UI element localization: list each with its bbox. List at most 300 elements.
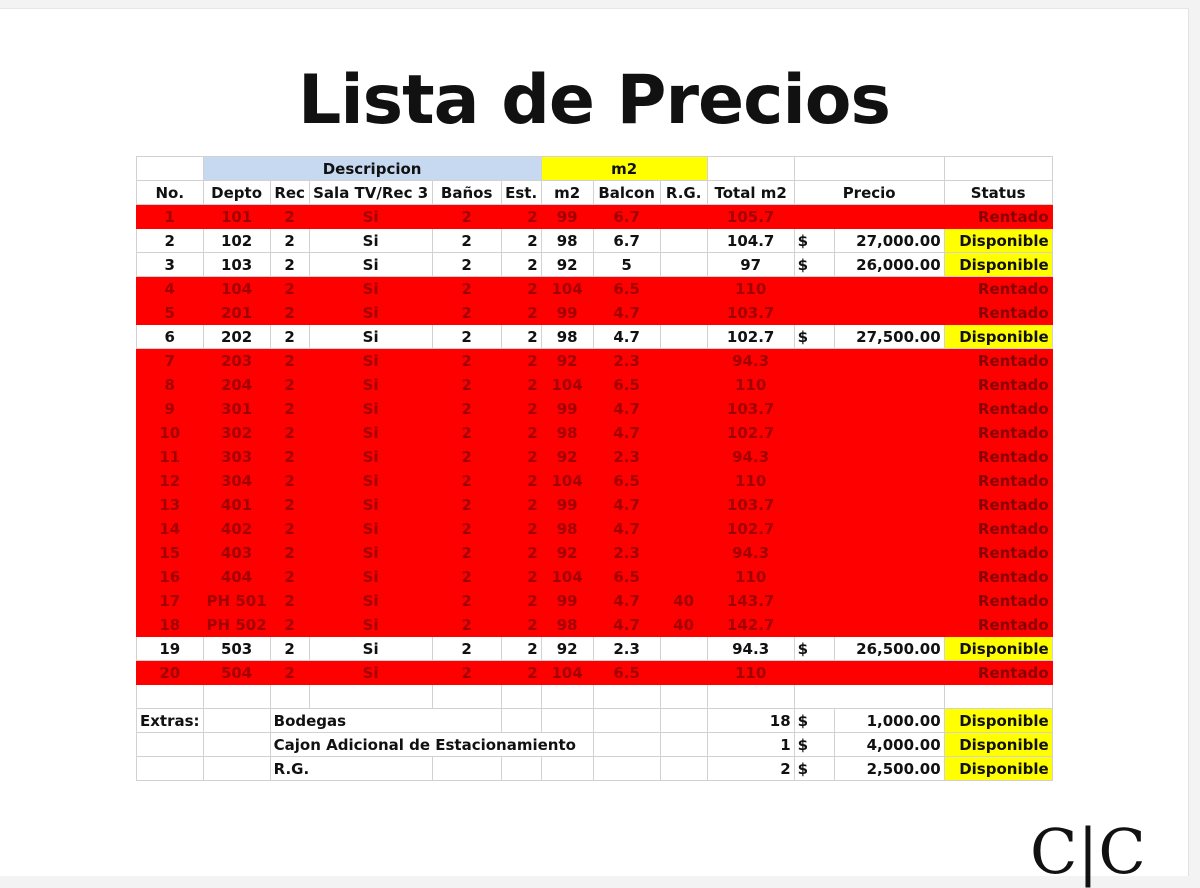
- unit-number: 10: [137, 421, 204, 445]
- currency-symbol: [794, 373, 834, 397]
- unit-depto: 303: [203, 445, 270, 469]
- unit-sala: Si: [309, 445, 432, 469]
- column-header-balcon: Balcon: [593, 181, 660, 205]
- table-row: [137, 277, 1053, 301]
- unit-number: 7: [137, 349, 204, 373]
- unit-total: 94.3: [707, 637, 794, 661]
- extras-row: [137, 709, 1053, 733]
- currency-symbol: $: [794, 253, 834, 277]
- unit-rec: 2: [270, 589, 309, 613]
- unit-rec: 2: [270, 349, 309, 373]
- unit-number: 13: [137, 493, 204, 517]
- column-header-total: Total m2: [707, 181, 794, 205]
- unit-number: 8: [137, 373, 204, 397]
- unit-banos: 2: [432, 445, 501, 469]
- unit-price: [834, 445, 944, 469]
- unit-balcon: 4.7: [593, 301, 660, 325]
- unit-price: [834, 661, 944, 685]
- unit-m2: 104: [541, 373, 593, 397]
- extras-row: [137, 733, 1053, 757]
- unit-depto: 102: [203, 229, 270, 253]
- company-logo: C|C: [1030, 815, 1146, 888]
- status-badge: Rentado: [944, 517, 1052, 541]
- unit-banos: 2: [432, 661, 501, 685]
- unit-sala: Si: [309, 541, 432, 565]
- unit-balcon: 6.5: [593, 565, 660, 589]
- column-header-no: No.: [137, 181, 204, 205]
- unit-total: 94.3: [707, 349, 794, 373]
- unit-rec: 2: [270, 253, 309, 277]
- unit-m2: 99: [541, 589, 593, 613]
- unit-rg: [660, 445, 707, 469]
- unit-sala: Si: [309, 349, 432, 373]
- currency-symbol: [794, 421, 834, 445]
- unit-m2: 99: [541, 397, 593, 421]
- unit-rg: [660, 253, 707, 277]
- unit-rg: [660, 349, 707, 373]
- table-row: [137, 589, 1053, 613]
- unit-sala: Si: [309, 397, 432, 421]
- unit-m2: 92: [541, 349, 593, 373]
- table-row: [137, 517, 1053, 541]
- unit-m2: 99: [541, 301, 593, 325]
- status-badge: Rentado: [944, 205, 1052, 229]
- unit-price: [834, 205, 944, 229]
- unit-sala: Si: [309, 301, 432, 325]
- column-header-banos: Baños: [432, 181, 501, 205]
- unit-m2: 104: [541, 277, 593, 301]
- unit-rg: [660, 637, 707, 661]
- currency-symbol: [794, 349, 834, 373]
- currency-symbol: [794, 517, 834, 541]
- status-badge: Rentado: [944, 613, 1052, 637]
- unit-total: 142.7: [707, 613, 794, 637]
- unit-est: 2: [501, 613, 541, 637]
- unit-number: 3: [137, 253, 204, 277]
- unit-sala: Si: [309, 637, 432, 661]
- unit-balcon: 2.3: [593, 349, 660, 373]
- currency-symbol: [794, 445, 834, 469]
- table-row: [137, 565, 1053, 589]
- extras-rows: [137, 685, 1053, 781]
- unit-sala: Si: [309, 373, 432, 397]
- currency-symbol: [794, 205, 834, 229]
- m2-group-header: m2: [541, 157, 707, 181]
- currency-symbol: $: [794, 637, 834, 661]
- table-row: [137, 253, 1053, 277]
- unit-depto: 304: [203, 469, 270, 493]
- unit-sala: Si: [309, 517, 432, 541]
- unit-sala: Si: [309, 421, 432, 445]
- unit-est: 2: [501, 397, 541, 421]
- unit-total: 104.7: [707, 229, 794, 253]
- unit-depto: 204: [203, 373, 270, 397]
- unit-rg: 40: [660, 613, 707, 637]
- extra-item-price: 1,000.00: [834, 709, 944, 733]
- unit-price: [834, 277, 944, 301]
- unit-balcon: 6.7: [593, 229, 660, 253]
- unit-est: 2: [501, 253, 541, 277]
- unit-est: 2: [501, 373, 541, 397]
- unit-est: 2: [501, 565, 541, 589]
- unit-rec: 2: [270, 229, 309, 253]
- apartment-rows: [137, 205, 1053, 685]
- unit-banos: 2: [432, 349, 501, 373]
- status-badge: Rentado: [944, 277, 1052, 301]
- unit-rec: 2: [270, 205, 309, 229]
- unit-m2: 104: [541, 661, 593, 685]
- column-header-est: Est.: [501, 181, 541, 205]
- status-badge: Rentado: [944, 541, 1052, 565]
- unit-number: 1: [137, 205, 204, 229]
- unit-depto: 201: [203, 301, 270, 325]
- unit-number: 4: [137, 277, 204, 301]
- unit-price: [834, 421, 944, 445]
- price-list-table: [136, 156, 1053, 781]
- document-page: [0, 8, 1189, 888]
- extra-item-price: 4,000.00: [834, 733, 944, 757]
- table-row: [137, 349, 1053, 373]
- unit-sala: Si: [309, 589, 432, 613]
- unit-balcon: 4.7: [593, 397, 660, 421]
- status-badge: Rentado: [944, 349, 1052, 373]
- unit-total: 103.7: [707, 397, 794, 421]
- group-header-row: [137, 157, 1053, 181]
- unit-rg: [660, 565, 707, 589]
- unit-m2: 99: [541, 493, 593, 517]
- status-badge: Rentado: [944, 661, 1052, 685]
- column-header-rec: Rec: [270, 181, 309, 205]
- currency-symbol: [794, 469, 834, 493]
- header-blank: [794, 157, 944, 181]
- header-blank: [137, 157, 204, 181]
- unit-number: 17: [137, 589, 204, 613]
- header-blank: [944, 157, 1052, 181]
- unit-total: 110: [707, 661, 794, 685]
- table-row: [137, 373, 1053, 397]
- unit-depto: 103: [203, 253, 270, 277]
- unit-rec: 2: [270, 637, 309, 661]
- unit-balcon: 4.7: [593, 517, 660, 541]
- unit-banos: 2: [432, 541, 501, 565]
- table-row: [137, 301, 1053, 325]
- unit-sala: Si: [309, 253, 432, 277]
- unit-price: [834, 613, 944, 637]
- unit-sala: Si: [309, 229, 432, 253]
- unit-balcon: 5: [593, 253, 660, 277]
- extra-item-name: R.G.: [270, 757, 432, 781]
- extra-item-price: 2,500.00: [834, 757, 944, 781]
- currency-symbol: [794, 277, 834, 301]
- status-badge: Rentado: [944, 397, 1052, 421]
- unit-depto: 401: [203, 493, 270, 517]
- unit-depto: PH 502: [203, 613, 270, 637]
- unit-sala: Si: [309, 613, 432, 637]
- unit-sala: Si: [309, 205, 432, 229]
- unit-depto: 503: [203, 637, 270, 661]
- unit-total: 102.7: [707, 325, 794, 349]
- unit-est: 2: [501, 637, 541, 661]
- unit-price: [834, 541, 944, 565]
- unit-rg: [660, 373, 707, 397]
- unit-rec: 2: [270, 277, 309, 301]
- unit-banos: 2: [432, 421, 501, 445]
- status-badge: Rentado: [944, 589, 1052, 613]
- unit-banos: 2: [432, 565, 501, 589]
- unit-banos: 2: [432, 493, 501, 517]
- unit-banos: 2: [432, 589, 501, 613]
- unit-balcon: 6.5: [593, 661, 660, 685]
- unit-price: [834, 469, 944, 493]
- table-row: [137, 397, 1053, 421]
- unit-number: 14: [137, 517, 204, 541]
- extra-item-status: Disponible: [944, 709, 1052, 733]
- unit-total: 94.3: [707, 541, 794, 565]
- unit-est: 2: [501, 421, 541, 445]
- table-row: [137, 469, 1053, 493]
- unit-rec: 2: [270, 421, 309, 445]
- unit-balcon: 2.3: [593, 637, 660, 661]
- unit-number: 16: [137, 565, 204, 589]
- unit-rec: 2: [270, 541, 309, 565]
- unit-number: 5: [137, 301, 204, 325]
- unit-total: 102.7: [707, 421, 794, 445]
- currency-symbol: $: [794, 757, 834, 781]
- extra-item-qty: 1: [707, 733, 794, 757]
- unit-m2: 92: [541, 253, 593, 277]
- header-blank: [707, 157, 794, 181]
- unit-sala: Si: [309, 661, 432, 685]
- unit-rec: 2: [270, 493, 309, 517]
- unit-price: 27,500.00: [834, 325, 944, 349]
- unit-price: [834, 349, 944, 373]
- unit-price: [834, 493, 944, 517]
- unit-est: 2: [501, 469, 541, 493]
- unit-price: [834, 301, 944, 325]
- extra-item-qty: 2: [707, 757, 794, 781]
- unit-est: 2: [501, 325, 541, 349]
- status-badge: Rentado: [944, 469, 1052, 493]
- unit-m2: 92: [541, 541, 593, 565]
- unit-est: 2: [501, 661, 541, 685]
- unit-banos: 2: [432, 613, 501, 637]
- table-row: [137, 421, 1053, 445]
- unit-depto: 302: [203, 421, 270, 445]
- unit-banos: 2: [432, 373, 501, 397]
- unit-est: 2: [501, 541, 541, 565]
- unit-m2: 98: [541, 613, 593, 637]
- unit-sala: Si: [309, 325, 432, 349]
- unit-rg: [660, 421, 707, 445]
- unit-number: 11: [137, 445, 204, 469]
- extra-item-status: Disponible: [944, 757, 1052, 781]
- unit-balcon: 2.3: [593, 541, 660, 565]
- unit-depto: PH 501: [203, 589, 270, 613]
- column-header-rg: R.G.: [660, 181, 707, 205]
- unit-banos: 2: [432, 205, 501, 229]
- unit-total: 97: [707, 253, 794, 277]
- unit-number: 18: [137, 613, 204, 637]
- unit-rec: 2: [270, 613, 309, 637]
- unit-m2: 98: [541, 421, 593, 445]
- unit-m2: 92: [541, 637, 593, 661]
- unit-est: 2: [501, 349, 541, 373]
- unit-rg: [660, 493, 707, 517]
- currency-symbol: [794, 589, 834, 613]
- status-badge: Disponible: [944, 325, 1052, 349]
- column-header-m2: m2: [541, 181, 593, 205]
- unit-price: [834, 565, 944, 589]
- unit-banos: 2: [432, 277, 501, 301]
- unit-price: 26,000.00: [834, 253, 944, 277]
- unit-banos: 2: [432, 397, 501, 421]
- status-badge: Disponible: [944, 253, 1052, 277]
- unit-total: 103.7: [707, 301, 794, 325]
- unit-total: 105.7: [707, 205, 794, 229]
- unit-rg: [660, 517, 707, 541]
- unit-number: 19: [137, 637, 204, 661]
- unit-rec: 2: [270, 661, 309, 685]
- table-row: [137, 325, 1053, 349]
- unit-banos: 2: [432, 517, 501, 541]
- unit-balcon: 2.3: [593, 445, 660, 469]
- unit-price: 27,000.00: [834, 229, 944, 253]
- table-row: [137, 661, 1053, 685]
- unit-depto: 301: [203, 397, 270, 421]
- unit-sala: Si: [309, 493, 432, 517]
- currency-symbol: [794, 565, 834, 589]
- unit-depto: 403: [203, 541, 270, 565]
- status-badge: Rentado: [944, 301, 1052, 325]
- page-title: Lista de Precios: [298, 61, 890, 140]
- extras-row: [137, 757, 1053, 781]
- unit-depto: 203: [203, 349, 270, 373]
- unit-sala: Si: [309, 469, 432, 493]
- unit-price: 26,500.00: [834, 637, 944, 661]
- extra-item-name: Cajon Adicional de Estacionamiento: [270, 733, 593, 757]
- unit-rec: 2: [270, 517, 309, 541]
- status-badge: Rentado: [944, 565, 1052, 589]
- unit-balcon: 4.7: [593, 493, 660, 517]
- spacer-row: [137, 685, 1053, 709]
- table-row: [137, 541, 1053, 565]
- unit-price: [834, 589, 944, 613]
- unit-rg: [660, 277, 707, 301]
- column-header-status: Status: [944, 181, 1052, 205]
- table-row: [137, 205, 1053, 229]
- column-header-precio: Precio: [794, 181, 944, 205]
- status-badge: Rentado: [944, 493, 1052, 517]
- descripcion-group-header: Descripcion: [203, 157, 541, 181]
- unit-sala: Si: [309, 277, 432, 301]
- unit-banos: 2: [432, 301, 501, 325]
- unit-rec: 2: [270, 565, 309, 589]
- currency-symbol: [794, 661, 834, 685]
- unit-depto: 101: [203, 205, 270, 229]
- extra-item-status: Disponible: [944, 733, 1052, 757]
- unit-number: 12: [137, 469, 204, 493]
- unit-depto: 202: [203, 325, 270, 349]
- unit-rg: [660, 541, 707, 565]
- unit-number: 20: [137, 661, 204, 685]
- column-header-sala: Sala TV/Rec 3: [309, 181, 432, 205]
- unit-rg: [660, 661, 707, 685]
- table-row: [137, 493, 1053, 517]
- unit-m2: 98: [541, 325, 593, 349]
- unit-m2: 104: [541, 469, 593, 493]
- extras-label: Extras:: [137, 709, 204, 733]
- table-row: [137, 445, 1053, 469]
- unit-rg: 40: [660, 589, 707, 613]
- unit-rg: [660, 229, 707, 253]
- unit-m2: 99: [541, 205, 593, 229]
- unit-balcon: 6.5: [593, 277, 660, 301]
- column-header-row: [137, 181, 1053, 205]
- status-badge: Disponible: [944, 229, 1052, 253]
- unit-rec: 2: [270, 397, 309, 421]
- unit-est: 2: [501, 301, 541, 325]
- table-row: [137, 613, 1053, 637]
- currency-symbol: $: [794, 325, 834, 349]
- currency-symbol: [794, 493, 834, 517]
- extra-item-name: Bodegas: [270, 709, 501, 733]
- unit-depto: 504: [203, 661, 270, 685]
- unit-rg: [660, 397, 707, 421]
- unit-est: 2: [501, 277, 541, 301]
- unit-balcon: 4.7: [593, 325, 660, 349]
- unit-banos: 2: [432, 325, 501, 349]
- unit-rec: 2: [270, 445, 309, 469]
- unit-m2: 92: [541, 445, 593, 469]
- unit-price: [834, 517, 944, 541]
- unit-rg: [660, 469, 707, 493]
- currency-symbol: [794, 613, 834, 637]
- unit-number: 2: [137, 229, 204, 253]
- currency-symbol: $: [794, 709, 834, 733]
- unit-m2: 98: [541, 229, 593, 253]
- unit-rec: 2: [270, 301, 309, 325]
- unit-number: 15: [137, 541, 204, 565]
- unit-est: 2: [501, 205, 541, 229]
- unit-rec: 2: [270, 373, 309, 397]
- unit-rg: [660, 205, 707, 229]
- unit-depto: 402: [203, 517, 270, 541]
- unit-banos: 2: [432, 229, 501, 253]
- unit-est: 2: [501, 493, 541, 517]
- unit-rec: 2: [270, 325, 309, 349]
- unit-rg: [660, 301, 707, 325]
- unit-total: 110: [707, 565, 794, 589]
- unit-balcon: 4.7: [593, 589, 660, 613]
- status-badge: Rentado: [944, 421, 1052, 445]
- unit-total: 110: [707, 469, 794, 493]
- unit-m2: 104: [541, 565, 593, 589]
- unit-depto: 104: [203, 277, 270, 301]
- table-row: [137, 637, 1053, 661]
- unit-est: 2: [501, 445, 541, 469]
- unit-rec: 2: [270, 469, 309, 493]
- unit-balcon: 6.5: [593, 469, 660, 493]
- status-badge: Rentado: [944, 445, 1052, 469]
- unit-est: 2: [501, 589, 541, 613]
- unit-balcon: 6.5: [593, 373, 660, 397]
- unit-price: [834, 373, 944, 397]
- currency-symbol: [794, 541, 834, 565]
- currency-symbol: $: [794, 733, 834, 757]
- status-badge: Rentado: [944, 373, 1052, 397]
- currency-symbol: $: [794, 229, 834, 253]
- status-badge: Disponible: [944, 637, 1052, 661]
